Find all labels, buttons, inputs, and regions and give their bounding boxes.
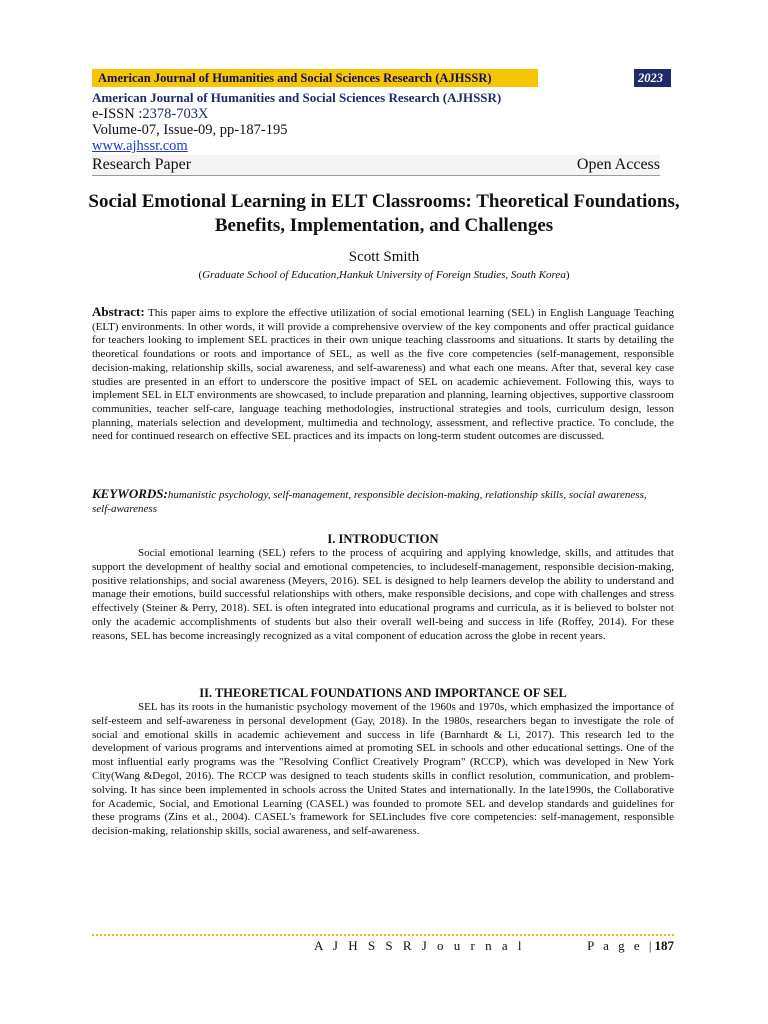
website-link[interactable]: www.ajhssr.com [92,138,188,154]
paper-type-row [92,155,660,176]
issn-label: e-ISSN : [92,106,143,122]
abstract [92,305,674,444]
paper-type: Research Paper [92,156,192,173]
journal-banner [92,69,671,87]
footer-page: P a g e |187 [587,938,674,953]
page-footer [92,938,674,954]
journal-full-name: American Journal of Humanities and Social Sciences Research (AJHSSR) [92,90,502,105]
page-number: 187 [654,938,674,953]
section-body-introduction: Social emotional learning (SEL) refers to the process of acquiring and applying knowledge, skills, and attitudes that support the development of healthy social and emotional competencies, to includeself-management, responsible decision-making, positive relationships, and social awareness (Meyers, 2016). SEL is designed to help learners develop the ability to understand and manage their emotions, build successful relationships with others, make responsible decisions, and cope with challenges and stress effectively (Steiner & Perry, 2018). SEL is often integrated into educational programs and curricula, as it is believed to bolster not only the academic accomplishments of students but also their overall well-being and success in life (Roffey, 2014). For these reasons, SEL has become increasingly recognized as a vital component of education across the globe in recent years. [92,547,674,642]
access-type: Open Access [576,156,660,173]
volume-line: Volume-07, Issue-09, pp-187-195 [92,122,288,138]
issn-value: 2378-703X [142,106,209,122]
banner-journal-name: American Journal of Humanities and Social Sciences Research (AJHSSR) [92,69,538,87]
abstract-text: This paper aims to explore the effective utilization of social emotional learning (SEL) in English Language Teaching (ELT) environments. In other words, it will provide a comprehensive overview of the key components and offer practical guidance for teachers looking to implement SEL practices in their own unique teaching classrooms and situations. It starts by detailing the theoretical foundations or roots and importance of SEL, as well as the five core competencies (self-management, responsible decision-making, relationship skills, social awareness, and self-awareness) and what each one means. After that, several key case studies are presented in an effort to underscore the positive impact of SEL on academic achievement. Following this, ways to implement SEL in ELT environments are showcased, to include preparation and planning, learning objectives, supportive classroom communities, teacher self-care, language teaching methodologies, instructional strategies and tools, curriculum design, lesson planning, materials selection and development, multimedia and technology, assessment, and reflective practice. To conclude, the need for continued research on effective SEL practices and its impacts on long-term student outcomes are discussed. [92,307,674,443]
section-body-theoretical-foundations: SEL has its roots in the humanistic psychology movement of the 1960s and 1970s, which emphasized the importance of self-esteem and self-awareness in personal development (Gay, 2018). In the 1980s, researchers began to investigate the role of social and emotional skills in academic achievement and success in life (Barnhardt & Li, 2017). This research led to the development of various programs and interventions aimed at promoting SEL in schools and other educational settings. One of the most influential early programs was the "Resolving Conflict Creatively Program" (RCCP), which was developed in New York City(Wang &Degol, 2016). The RCCP was designed to teach students skills in conflict resolution, communication, and problem-solving. It has since been implemented in schools across the United States and internationally. In the late1990s, the Collaborative for Academic, Social, and Emotional Learning (CASEL) was founded to promote SEL and develop standards and guidelines for these programs (Zins et al., 2004). CASEL's framework for SELincludes five core competencies: self-management, responsible decision-making, relationship skills, social awareness, and self-awareness. [92,701,674,838]
paper-title: Social Emotional Learning in ELT Classrooms: Theoretical Foundations, Benefits, Implementation, and Challenges [88,191,680,236]
journal-header [92,90,660,176]
section-heading-theoretical-foundations: II. THEORETICAL FOUNDATIONS AND IMPORTANCE OF SEL [199,686,567,700]
keywords-label: KEYWORDS: [92,486,168,501]
banner-year: 2023 [634,69,671,87]
section-heading-introduction: I. INTRODUCTION [327,532,439,546]
keywords [92,487,662,516]
author-affiliation: (Graduate School of Education,Hankuk University of Foreign Studies, South Korea) [198,269,570,281]
keywords-text: humanistic psychology, self-management, responsible decision-making, relationship skills, social awareness, self-awareness [92,489,647,515]
author-name: Scott Smith [348,249,420,265]
issn-line [92,106,660,122]
abstract-label: Abstract: [92,304,145,319]
footer-divider [92,934,674,936]
footer-journal: A J H S S R J o u r n a l [314,938,526,953]
